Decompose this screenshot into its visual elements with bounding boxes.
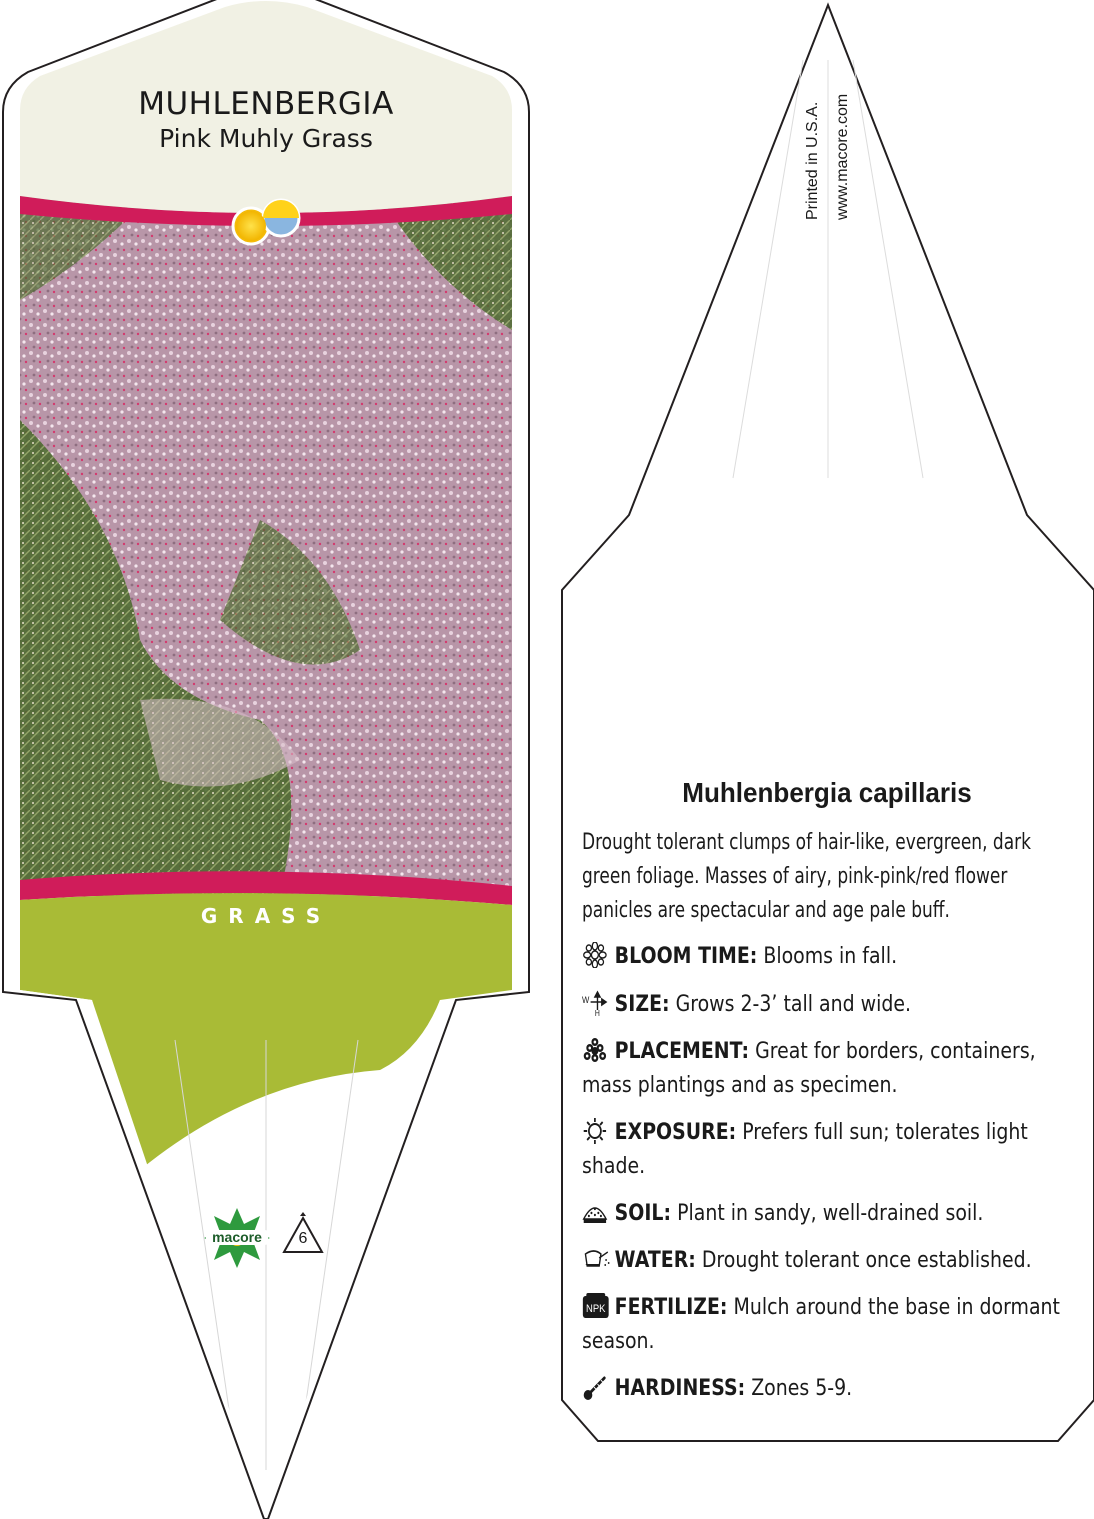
watering-can-icon xyxy=(582,1246,611,1272)
care-placement xyxy=(582,1035,1064,1103)
care-text: Zones 5-9. xyxy=(751,1376,853,1401)
front-tag xyxy=(3,0,529,1519)
printed-in-text: Printed in U.S.A. xyxy=(804,101,821,220)
recycle-code: 6 xyxy=(298,1230,308,1247)
care-label: PLACEMENT: xyxy=(614,1039,750,1064)
care-label: HARDINESS: xyxy=(614,1376,746,1401)
care-soil xyxy=(582,1197,1064,1231)
care-hardiness xyxy=(582,1372,1064,1406)
size-height-letter: H xyxy=(594,1008,600,1016)
plant-category: GRASS xyxy=(200,904,332,928)
care-label: EXPOSURE: xyxy=(614,1120,737,1145)
npk-fertilizer-icon xyxy=(582,1293,611,1319)
care-water xyxy=(582,1244,1064,1278)
plant-genus-title: MUHLENBERGIA xyxy=(138,86,394,122)
size-width-letter: W xyxy=(582,994,590,1006)
size-arrows-icon xyxy=(582,990,611,1016)
care-label: SIZE: xyxy=(614,992,670,1017)
care-label: SOIL: xyxy=(614,1201,672,1226)
website-text: www.macore.com xyxy=(834,93,851,220)
care-text: Mulch around the base in dormant season. xyxy=(582,1295,1060,1354)
plant-common-name: Pink Muhly Grass xyxy=(159,124,373,153)
care-bloom-time xyxy=(582,940,1064,974)
care-fertilize xyxy=(582,1291,1064,1359)
care-exposure xyxy=(582,1116,1064,1184)
brand-name: macore xyxy=(206,1230,268,1245)
npk-label: NPK xyxy=(586,1303,606,1316)
care-size xyxy=(582,988,1064,1022)
care-text: Grows 2-3’ tall and wide. xyxy=(675,992,912,1017)
plant-description: Drought tolerant clumps of hair-like, evergreen, dark green foliage. Masses of airy, pink-pink/red flower panicles are spectacular and age pale buff. xyxy=(582,830,1032,923)
care-text: Prefers full sun; tolerates light shade. xyxy=(582,1120,1028,1179)
thermometer-icon xyxy=(582,1374,611,1400)
botanical-name: Muhlenbergia capillaris xyxy=(682,777,972,808)
care-text: Blooms in fall. xyxy=(763,944,898,969)
care-text: Plant in sandy, well-drained soil. xyxy=(677,1201,984,1226)
care-label: WATER: xyxy=(614,1248,696,1273)
care-text: Great for borders, containers, mass plantings and as specimen. xyxy=(582,1039,1036,1098)
soil-icon xyxy=(582,1199,611,1225)
care-text: Drought tolerant once established. xyxy=(701,1248,1032,1273)
care-label: BLOOM TIME: xyxy=(614,944,758,969)
sun-icon xyxy=(582,1118,611,1144)
placement-icon xyxy=(582,1037,611,1063)
care-label: FERTILIZE: xyxy=(614,1295,728,1320)
flower-icon xyxy=(582,942,611,968)
